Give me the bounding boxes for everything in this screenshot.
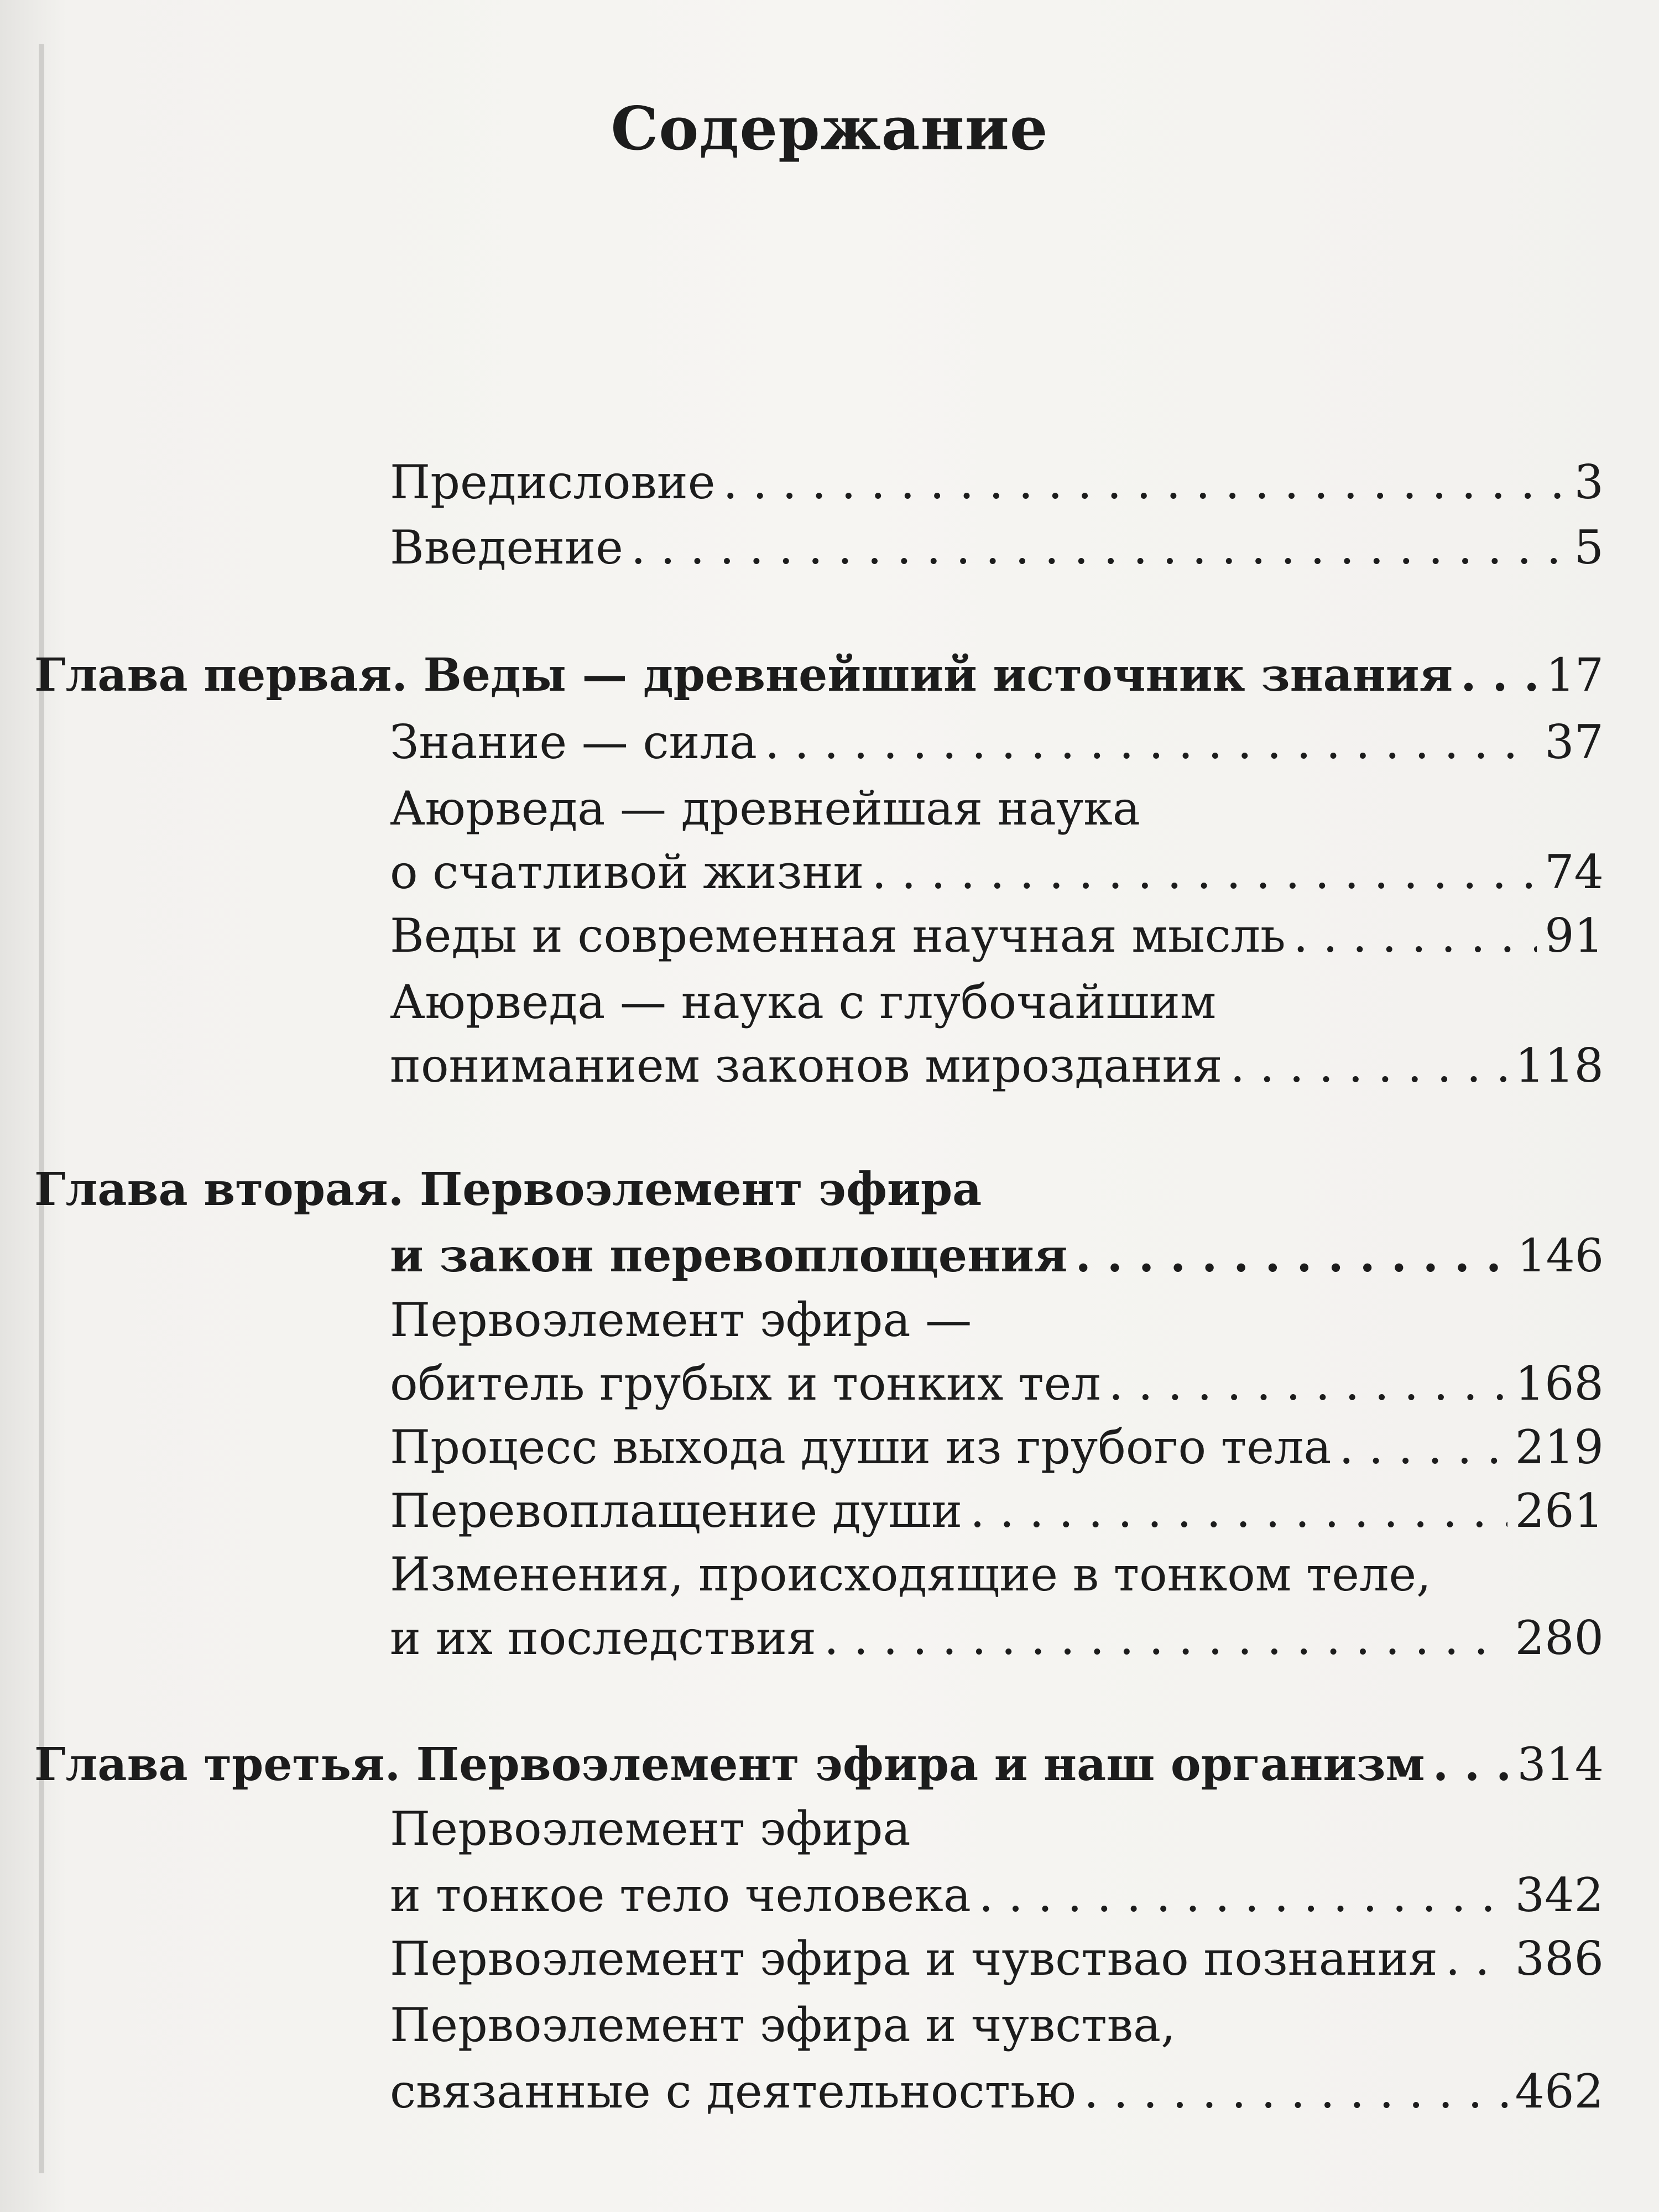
dot-leader xyxy=(631,524,1567,571)
toc-entry-title: Веды и современная научная мысль xyxy=(390,909,1286,963)
toc-entry-title: связанные с деятельностью xyxy=(390,2064,1076,2119)
dot-leader xyxy=(824,1615,1507,1661)
toc-chapter-2 xyxy=(390,1229,1604,1282)
toc-page-number: 462 xyxy=(1515,2064,1604,2119)
toc-section xyxy=(390,1357,1604,1411)
toc-section xyxy=(390,1868,1604,1922)
toc-section xyxy=(390,2064,1604,2119)
toc-page-number: 37 xyxy=(1545,715,1604,769)
dot-leader xyxy=(1084,2068,1507,2115)
toc-page-number: 118 xyxy=(1515,1039,1604,1093)
toc-page-number: 146 xyxy=(1517,1230,1604,1282)
toc-chapter-title: и закон перевоплощения xyxy=(390,1229,1068,1282)
toc-entry-title: Первоэлемент эфира и чувствао познания xyxy=(390,1932,1438,1986)
toc-chapter-1 xyxy=(34,649,1604,702)
toc-section xyxy=(390,1611,1604,1665)
toc-section-title-line: Первоэлемент эфира — xyxy=(390,1293,972,1347)
toc-page-number: 342 xyxy=(1515,1868,1604,1922)
toc-chapter-title: Глава первая. Веды — древнейший источник знания xyxy=(34,649,1453,702)
toc-entry-title: Предисловие xyxy=(390,455,716,509)
dot-leader xyxy=(1109,1360,1507,1407)
toc-section-title-line: Аюрведа — древнейшая наука xyxy=(390,781,1140,836)
toc-entry-title: Процесс выхода души из грубого тела xyxy=(390,1420,1332,1474)
toc-chapter-title: Глава третья. Первоэлемент эфира и наш организм xyxy=(34,1738,1425,1791)
toc-entry-title: Знание — сила xyxy=(390,715,757,769)
dot-leader xyxy=(1433,1742,1510,1787)
toc-section xyxy=(390,909,1604,963)
dot-leader xyxy=(1446,1936,1507,1982)
toc-entry-title: о счатливой жизни xyxy=(390,845,864,899)
dot-leader xyxy=(765,719,1537,765)
toc-page-number: 261 xyxy=(1515,1484,1604,1538)
dot-leader xyxy=(979,1872,1507,1918)
dot-leader xyxy=(1339,1424,1507,1470)
page-title: Содержание xyxy=(611,94,1048,164)
toc-page-number: 3 xyxy=(1574,455,1604,509)
dot-leader xyxy=(1460,653,1538,698)
toc-chapter-3 xyxy=(34,1738,1604,1791)
toc-entry-title: и их последствия xyxy=(390,1611,816,1665)
dot-leader xyxy=(970,1488,1507,1534)
toc-section-title-line: Аюрведа — наука с глубочайшим xyxy=(390,975,1217,1029)
toc-chapter-title-line: Глава вторая. Первоэлемент эфира xyxy=(34,1163,982,1216)
toc-page-number: 219 xyxy=(1515,1420,1604,1474)
dot-leader xyxy=(1293,912,1537,959)
toc-section xyxy=(390,1932,1604,1986)
toc-section-title-line: Первоэлемент эфира xyxy=(390,1802,911,1856)
toc-section xyxy=(390,845,1604,899)
toc-section-title-line: Изменения, происходящие в тонком теле, xyxy=(390,1547,1431,1601)
toc-section xyxy=(390,1420,1604,1474)
toc-entry-preface xyxy=(390,455,1604,509)
toc-entry-title: обитель грубых и тонких тел xyxy=(390,1357,1101,1411)
toc-section-title-line: Первоэлемент эфира и чувства, xyxy=(390,1998,1176,2052)
toc-page-number: 280 xyxy=(1515,1611,1604,1665)
toc-section xyxy=(390,715,1604,769)
toc-section xyxy=(390,1039,1604,1093)
toc-entry-title: Введение xyxy=(390,520,623,575)
toc-entry-title: и тонкое тело человека xyxy=(390,1868,971,1922)
toc-entry-title: Перевоплащение души xyxy=(390,1484,963,1538)
toc-entry-introduction xyxy=(390,520,1604,575)
dot-leader xyxy=(872,849,1537,895)
toc-page-number: 17 xyxy=(1546,649,1604,702)
toc-page-number: 168 xyxy=(1515,1357,1604,1411)
toc-entry-title: пониманием законов мироздания xyxy=(390,1039,1223,1093)
toc-page-number: 74 xyxy=(1545,845,1604,899)
dot-leader xyxy=(1230,1042,1507,1089)
toc-page-number: 314 xyxy=(1517,1739,1604,1791)
dot-leader xyxy=(1076,1233,1510,1279)
toc-page-number: 386 xyxy=(1515,1932,1604,1986)
toc-page-number: 5 xyxy=(1574,520,1604,575)
toc-section xyxy=(390,1484,1604,1538)
toc-page-number: 91 xyxy=(1545,909,1604,963)
dot-leader xyxy=(723,459,1566,505)
